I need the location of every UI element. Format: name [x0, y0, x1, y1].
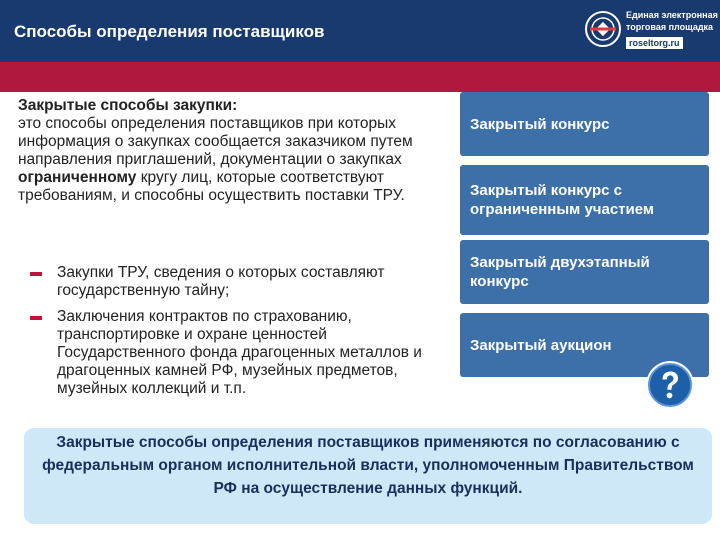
- page-title: Способы определения поставщиков: [14, 22, 325, 41]
- list-item: [30, 264, 450, 308]
- logo-text-line2: торговая площадка: [626, 22, 714, 32]
- definition-text-before: это способы определения поставщиков при которых информация о закупках сообщается заказчиком путем направления приглашений, документации о закупках: [18, 115, 413, 168]
- method-closed-tender-limited[interactable]: [460, 165, 709, 235]
- method-label: Закрытый конкурс с ограниченным участием: [470, 182, 654, 218]
- definition-paragraph: [18, 115, 448, 205]
- bullet-list: [30, 264, 450, 398]
- list-item-text: Заключения контрактов по страхованию, транспортировке и охране ценностей Государственного фонда драгоценных металлов и драгоценных камней РФ, музейных предметов, музейных коллекций и т.п.: [57, 308, 422, 397]
- method-closed-two-stage-tender[interactable]: [460, 240, 709, 304]
- logo-text-line1: Единая электронная: [626, 10, 718, 20]
- header: [0, 0, 720, 62]
- method-closed-tender[interactable]: [460, 92, 709, 156]
- roseltorg-logo[interactable]: [584, 6, 718, 58]
- definition-text-after: кругу лиц, которые соответствуют требованиям, и способны осуществить поставки ТРУ.: [18, 169, 405, 204]
- method-label: Закрытый двухэтапный конкурс: [470, 254, 650, 290]
- definition-emphasis: ограниченному: [18, 169, 137, 186]
- definition-text: [18, 97, 448, 205]
- bullet-marker-icon: [30, 272, 42, 276]
- list-item-text: Закупки ТРУ, сведения о которых составляют государственную тайну;: [57, 264, 385, 299]
- accent-bar: [0, 62, 720, 92]
- note-box: Закрытые способы определения поставщиков применяются по согласованию с федеральным органом исполнительной власти, уполномоченным Правительством РФ на осуществление данных функций.: [24, 428, 712, 524]
- list-item: [30, 308, 450, 398]
- method-label: Закрытый конкурс: [470, 115, 610, 133]
- roseltorg-logo-icon: [584, 10, 622, 48]
- method-label: Закрытый аукцион: [470, 336, 612, 354]
- question-icon[interactable]: [645, 360, 695, 410]
- logo-url[interactable]: roseltorg.ru: [626, 37, 683, 49]
- definition-heading: Закрытые способы закупки:: [18, 97, 238, 114]
- bullet-marker-icon: [30, 316, 42, 320]
